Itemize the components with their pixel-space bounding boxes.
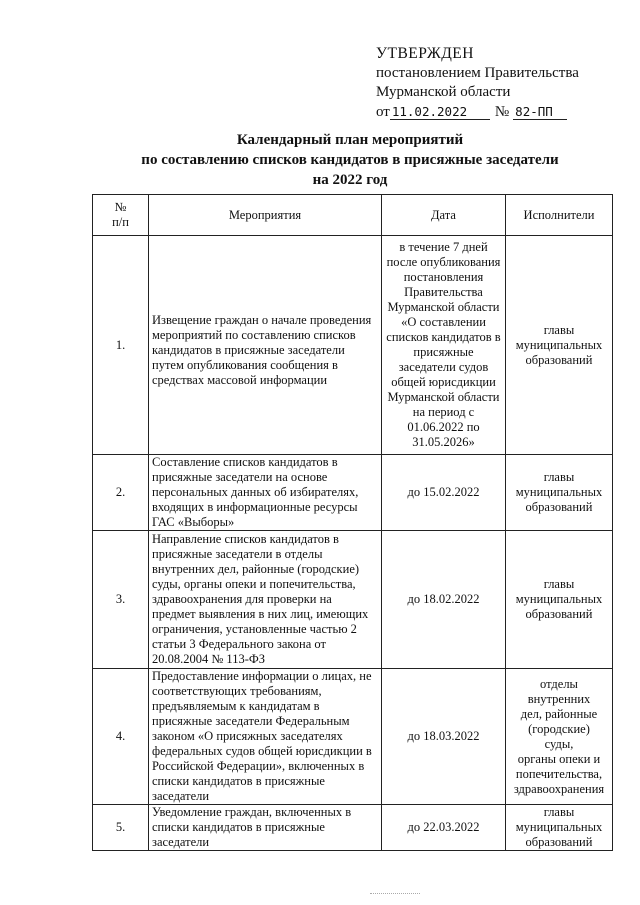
table-row	[93, 669, 613, 805]
executor-line: попечительства,	[515, 766, 603, 781]
row-number: 2.	[93, 455, 149, 531]
header-executor: Исполнители	[506, 195, 613, 236]
row-date: до 18.02.2022	[382, 531, 506, 669]
row-number: 3.	[93, 531, 149, 669]
document-title	[100, 130, 600, 190]
row-executor: главы муниципальных образований	[506, 805, 613, 851]
row-executor: главы муниципальных образований	[506, 455, 613, 531]
row-activity: Уведомление граждан, включенных в списки кандидатов в присяжные заседатели	[149, 805, 382, 851]
header-number: № п/п	[93, 195, 149, 236]
scan-artifact	[370, 893, 420, 895]
row-activity: Составление списков кандидатов в присяжные заседатели на основе персональных данных об избирателях, входящих в информационные ресурсы ГАС «Выборы»	[149, 455, 382, 531]
row-date: до 15.02.2022	[382, 455, 506, 531]
header-activity: Мероприятия	[149, 195, 382, 236]
table-header-row	[93, 195, 613, 236]
table-row	[93, 236, 613, 455]
executor-line: дел, районные	[520, 706, 598, 721]
approval-block	[376, 44, 616, 122]
approval-date: 11.02.2022	[390, 105, 490, 120]
row-executor	[506, 669, 613, 805]
executor-line: внутренних	[527, 691, 591, 706]
row-number: 5.	[93, 805, 149, 851]
title-line-2: по составлению списков кандидатов в присяжные заседатели	[141, 152, 559, 168]
row-activity: Предоставление информации о лицах, не соответствующих требованиям, предъявляемым к кандидатам в присяжные заседатели Федеральным законом «О присяжных заседателях федеральных судов общей юрисдикции в Российской Федерации», включенных в списки кандидатов в присяжные заседатели	[149, 669, 382, 805]
executor-line: суды,	[544, 736, 574, 751]
header-date: Дата	[382, 195, 506, 236]
approval-number: 82-ПП	[513, 105, 567, 120]
executor-line: (городские)	[528, 721, 590, 736]
table-row	[93, 455, 613, 531]
approval-date-number-line	[376, 103, 616, 123]
row-activity: Направление списков кандидатов в присяжные заседатели в отделы внутренних дел, районные (городские) суды, органы опеки и попечительства, здравоохранения для проверки на предмет выявления в них лиц, имеющих ограничения, установленные частью 2 статьи 3 Федерального закона от 20.08.2004 № 113-ФЗ	[149, 531, 382, 669]
row-executor: главы муниципальных образований	[506, 236, 613, 455]
table-row	[93, 805, 613, 851]
title-line-1: Календарный план мероприятий	[236, 132, 464, 148]
executor-line: органы опеки и	[517, 751, 601, 766]
approval-date-prefix: от	[376, 103, 390, 120]
row-executor: главы муниципальных образований	[506, 531, 613, 669]
row-number: 4.	[93, 669, 149, 805]
row-date: в течение 7 дней после опубликования постановления Правительства Мурманской области «О составлении списков кандидатов в присяжные заседатели судов общей юрисдикции Мурманской области на период с 01.06.2022 по 31.05.2026»	[382, 236, 506, 455]
approval-number-sign: №	[494, 103, 510, 120]
executor-line: здравоохранения	[513, 781, 605, 796]
title-line-3: на 2022 год	[312, 172, 388, 188]
row-date: до 18.03.2022	[382, 669, 506, 805]
approval-authority: постановлением Правительства	[376, 64, 579, 81]
executor-line: отделы	[540, 676, 578, 691]
approval-region: Мурманской области	[376, 84, 511, 100]
table-row	[93, 531, 613, 669]
row-number: 1.	[93, 236, 149, 455]
row-activity: Извещение граждан о начале проведения мероприятий по составлению списков кандидатов в присяжные заседатели путем опубликования сообщения в средствах массовой информации	[149, 236, 382, 455]
row-date: до 22.03.2022	[382, 805, 506, 851]
approval-stamp: УТВЕРЖДЕН	[376, 45, 474, 62]
events-table	[92, 194, 613, 851]
